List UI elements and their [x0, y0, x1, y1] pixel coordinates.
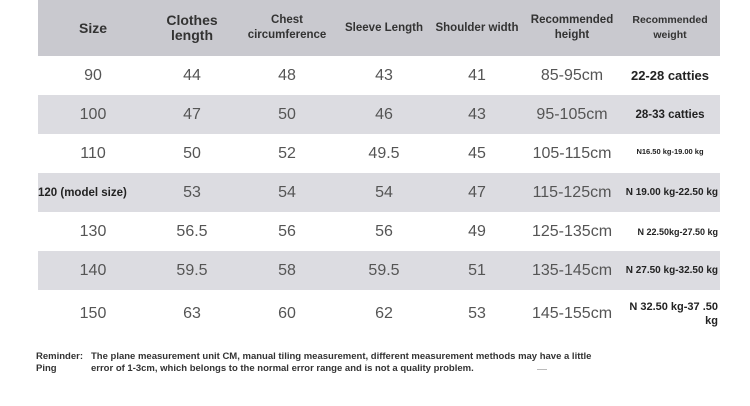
length-cell: 63: [183, 305, 201, 322]
length-cell: 44: [183, 66, 201, 84]
shoulder-cell: 47: [468, 183, 486, 201]
header-chest: Chest circumference: [247, 14, 327, 41]
header-shoulder: Shoulder width: [435, 21, 519, 34]
weight-cell: N 19.00 kg-22.50 kg: [625, 187, 718, 198]
chest-cell: 50: [278, 105, 296, 123]
length-cell: 56.5: [176, 222, 208, 240]
header-row: [38, 0, 720, 56]
table-row: [38, 95, 720, 134]
header-clothes-length: Clothes length: [166, 12, 218, 43]
divider: [537, 369, 547, 370]
shoulder-cell: 53: [468, 305, 486, 322]
weight-cell: N 32.50 kg-37 .50 kg: [629, 301, 718, 327]
height-cell: 85-95cm: [540, 66, 604, 84]
size-chart-table: [38, 0, 720, 338]
header-size: Size: [78, 19, 107, 36]
weight-cell: 28-33 catties: [635, 108, 705, 121]
size-cell: 120 (model size): [38, 186, 127, 199]
height-cell: 125-135cm: [531, 222, 613, 240]
header-rec-weight: Recommended weight: [632, 14, 708, 41]
chest-cell: 56: [278, 222, 296, 240]
chest-cell: 52: [278, 144, 296, 162]
height-cell: 115-125cm: [532, 183, 612, 201]
size-cell: 90: [84, 66, 102, 84]
shoulder-cell: 49: [468, 222, 486, 240]
weight-cell: N16.50 kg-19.00 kg: [636, 147, 704, 156]
chest-cell: 60: [278, 305, 296, 322]
length-cell: 50: [183, 144, 201, 162]
table-row: [38, 134, 720, 173]
header-sleeve: Sleeve Length: [345, 21, 423, 34]
shoulder-cell: 43: [468, 105, 486, 123]
weight-cell: N 22.50kg-27.50 kg: [637, 226, 718, 237]
chest-cell: 48: [278, 66, 296, 84]
table-row: [38, 173, 720, 212]
reminder-text: The plane measurement unit CM, manual tiling measurement, different measurement methods may have a little error of 1-3cm, which belongs to the normal error range and is not a quality problem.: [91, 351, 592, 374]
height-cell: 135-145cm: [531, 261, 613, 279]
weight-cell: 22-28 catties: [630, 68, 710, 83]
sleeve-cell: 46: [375, 105, 393, 123]
height-cell: 145-155cm: [531, 305, 613, 322]
sleeve-cell: 59.5: [368, 261, 400, 279]
size-cell: 110: [80, 144, 106, 162]
header-rec-height: Recommended height: [530, 14, 614, 41]
reminder-label: Reminder: Ping: [36, 351, 83, 374]
length-cell: 59.5: [176, 261, 208, 279]
size-cell: 140: [79, 261, 107, 279]
weight-cell: N 27.50 kg-32.50 kg: [625, 265, 718, 276]
size-cell: 130: [79, 222, 107, 240]
length-cell: 53: [183, 183, 201, 201]
size-cell: 100: [79, 105, 107, 123]
sleeve-cell: 49.5: [368, 144, 400, 162]
shoulder-cell: 41: [468, 66, 486, 84]
height-cell: 95-105cm: [536, 105, 608, 123]
chest-cell: 58: [278, 261, 296, 279]
height-cell: 105-115cm: [532, 144, 612, 162]
table-row: [38, 212, 720, 251]
table-row: [38, 290, 720, 338]
sleeve-cell: 54: [375, 183, 393, 201]
shoulder-cell: 45: [468, 144, 486, 162]
sleeve-cell: 56: [375, 222, 393, 240]
length-cell: 47: [183, 105, 201, 123]
sleeve-cell: 62: [375, 305, 393, 322]
table-row: [38, 251, 720, 290]
shoulder-cell: 51: [468, 261, 486, 279]
table-row: [38, 56, 720, 95]
chest-cell: 54: [278, 183, 296, 201]
sleeve-cell: 43: [375, 66, 393, 84]
size-cell: 150: [79, 305, 107, 322]
